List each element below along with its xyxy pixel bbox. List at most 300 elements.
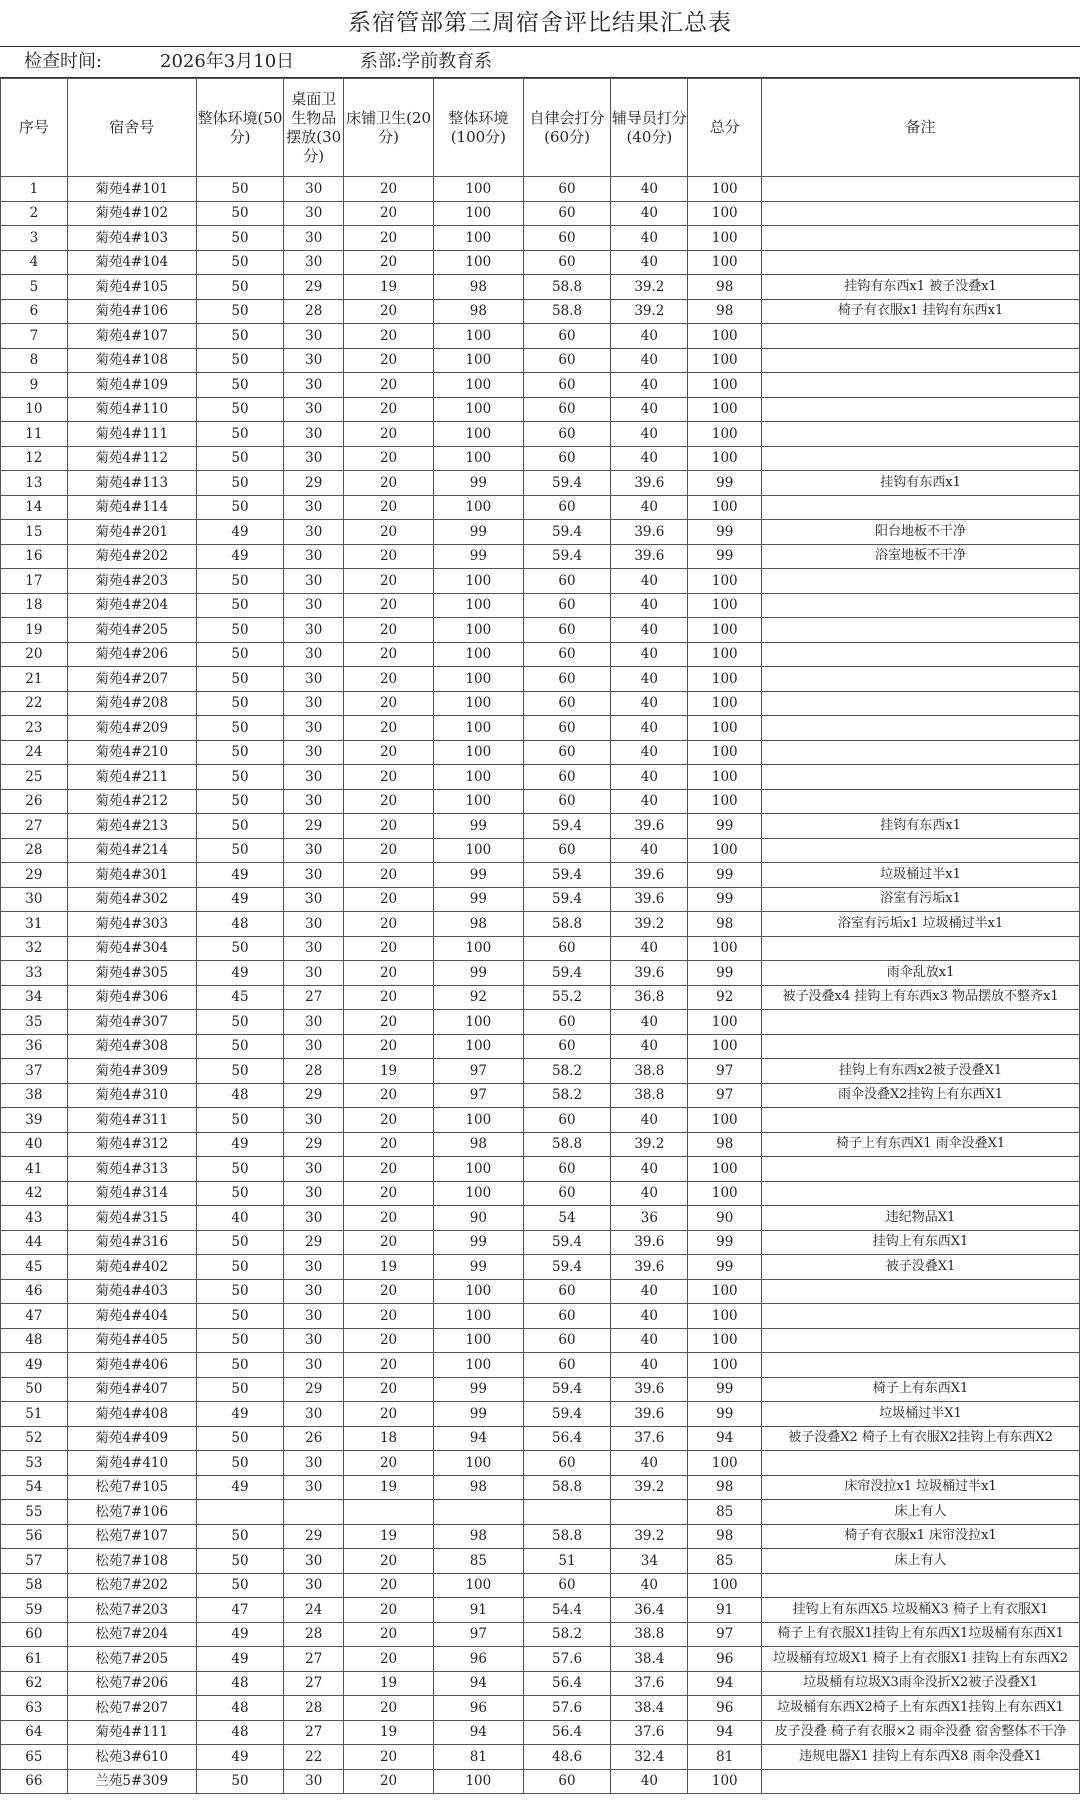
bed-hygiene-cell[interactable]: 20 <box>344 887 434 912</box>
overall-env-cell[interactable]: 50 <box>196 838 284 863</box>
dorm-number-cell[interactable]: 菊苑4#111 <box>67 422 196 447</box>
remark-cell[interactable]: 床上有人 <box>762 1500 1080 1525</box>
council-score-cell[interactable]: 59.4 <box>523 1402 611 1427</box>
row-index-cell[interactable]: 30 <box>1 887 68 912</box>
remark-cell[interactable]: 椅子有衣服x1 床帘没拉x1 <box>762 1524 1080 1549</box>
dorm-number-cell[interactable]: 菊苑4#410 <box>67 1451 196 1476</box>
dorm-number-cell[interactable]: 菊苑4#204 <box>67 593 196 618</box>
env-total-cell[interactable]: 100 <box>433 1279 523 1304</box>
counselor-score-cell[interactable]: 40 <box>611 838 688 863</box>
env-total-cell[interactable]: 99 <box>433 520 523 545</box>
council-score-cell[interactable]: 58.8 <box>523 299 611 324</box>
env-total-cell[interactable]: 100 <box>433 618 523 643</box>
bed-hygiene-cell[interactable]: 20 <box>344 1696 434 1721</box>
env-total-cell[interactable]: 97 <box>433 1083 523 1108</box>
dorm-number-cell[interactable]: 菊苑4#106 <box>67 299 196 324</box>
env-total-cell[interactable]: 100 <box>433 422 523 447</box>
council-score-cell[interactable]: 60 <box>523 838 611 863</box>
overall-env-cell[interactable]: 49 <box>196 1475 284 1500</box>
desk-hygiene-cell[interactable]: 29 <box>284 1132 344 1157</box>
env-total-cell[interactable]: 100 <box>433 201 523 226</box>
overall-env-cell[interactable]: 50 <box>196 667 284 692</box>
overall-env-cell[interactable]: 50 <box>196 716 284 741</box>
overall-env-cell[interactable]: 50 <box>196 936 284 961</box>
counselor-score-cell[interactable]: 40 <box>611 1108 688 1133</box>
desk-hygiene-cell[interactable]: 30 <box>284 1034 344 1059</box>
remark-cell[interactable]: 雨伞没叠X2挂钩上有东西X1 <box>762 1083 1080 1108</box>
remark-cell[interactable] <box>762 716 1080 741</box>
bed-hygiene-cell[interactable]: 19 <box>344 1524 434 1549</box>
council-score-cell[interactable]: 59.4 <box>523 544 611 569</box>
desk-hygiene-cell[interactable]: 30 <box>284 373 344 398</box>
total-score-cell[interactable]: 90 <box>688 1206 762 1231</box>
remark-cell[interactable] <box>762 348 1080 373</box>
table-row[interactable] <box>1 838 1080 863</box>
council-score-cell[interactable]: 60 <box>523 642 611 667</box>
counselor-score-cell[interactable]: 39.2 <box>611 1475 688 1500</box>
council-score-cell[interactable]: 60 <box>523 348 611 373</box>
remark-cell[interactable] <box>762 593 1080 618</box>
desk-hygiene-cell[interactable]: 30 <box>284 1451 344 1476</box>
desk-hygiene-cell[interactable]: 30 <box>284 1279 344 1304</box>
table-row[interactable] <box>1 324 1080 349</box>
desk-hygiene-cell[interactable]: 30 <box>284 1353 344 1378</box>
total-score-cell[interactable]: 100 <box>688 201 762 226</box>
overall-env-cell[interactable]: 48 <box>196 912 284 937</box>
table-row[interactable] <box>1 1255 1080 1280</box>
bed-hygiene-cell[interactable]: 20 <box>344 912 434 937</box>
overall-env-cell[interactable]: 50 <box>196 1426 284 1451</box>
counselor-score-cell[interactable]: 39.6 <box>611 544 688 569</box>
bed-hygiene-cell[interactable]: 20 <box>344 1206 434 1231</box>
bed-hygiene-cell[interactable]: 20 <box>344 422 434 447</box>
counselor-score-cell[interactable]: 40 <box>611 250 688 275</box>
total-score-cell[interactable]: 100 <box>688 667 762 692</box>
row-index-cell[interactable]: 32 <box>1 936 68 961</box>
total-score-cell[interactable]: 94 <box>688 1426 762 1451</box>
dorm-number-cell[interactable]: 菊苑4#311 <box>67 1108 196 1133</box>
row-index-cell[interactable]: 28 <box>1 838 68 863</box>
remark-cell[interactable] <box>762 1304 1080 1329</box>
counselor-score-cell[interactable]: 40 <box>611 765 688 790</box>
council-score-cell[interactable]: 60 <box>523 593 611 618</box>
overall-env-cell[interactable]: 50 <box>196 1328 284 1353</box>
desk-hygiene-cell[interactable]: 28 <box>284 299 344 324</box>
total-score-cell[interactable]: 99 <box>688 863 762 888</box>
council-score-cell[interactable]: 60 <box>523 618 611 643</box>
dorm-number-cell[interactable]: 菊苑4#402 <box>67 1255 196 1280</box>
remark-cell[interactable] <box>762 1451 1080 1476</box>
total-score-cell[interactable]: 100 <box>688 1328 762 1353</box>
desk-hygiene-cell[interactable]: 29 <box>284 1230 344 1255</box>
row-index-cell[interactable]: 35 <box>1 1010 68 1035</box>
env-total-cell[interactable]: 97 <box>433 1622 523 1647</box>
desk-hygiene-cell[interactable]: 30 <box>284 838 344 863</box>
overall-env-cell[interactable]: 50 <box>196 397 284 422</box>
row-index-cell[interactable]: 36 <box>1 1034 68 1059</box>
row-index-cell[interactable]: 5 <box>1 275 68 300</box>
env-total-cell[interactable]: 99 <box>433 863 523 888</box>
env-total-cell[interactable]: 100 <box>433 838 523 863</box>
overall-env-cell[interactable]: 49 <box>196 1132 284 1157</box>
row-index-cell[interactable]: 63 <box>1 1696 68 1721</box>
row-index-cell[interactable]: 15 <box>1 520 68 545</box>
env-total-cell[interactable]: 100 <box>433 642 523 667</box>
bed-hygiene-cell[interactable]: 20 <box>344 201 434 226</box>
total-score-cell[interactable]: 100 <box>688 1304 762 1329</box>
desk-hygiene-cell[interactable]: 30 <box>284 446 344 471</box>
counselor-score-cell[interactable]: 39.6 <box>611 863 688 888</box>
dorm-number-cell[interactable]: 菊苑4#101 <box>67 177 196 202</box>
column-header[interactable]: 宿舍号 <box>67 79 196 177</box>
overall-env-cell[interactable]: 50 <box>196 446 284 471</box>
table-row[interactable] <box>1 1647 1080 1672</box>
table-row[interactable] <box>1 177 1080 202</box>
table-row[interactable] <box>1 1279 1080 1304</box>
counselor-score-cell[interactable]: 40 <box>611 642 688 667</box>
total-score-cell[interactable]: 99 <box>688 520 762 545</box>
total-score-cell[interactable]: 100 <box>688 936 762 961</box>
dorm-number-cell[interactable]: 菊苑4#312 <box>67 1132 196 1157</box>
council-score-cell[interactable]: 60 <box>523 667 611 692</box>
total-score-cell[interactable]: 100 <box>688 1279 762 1304</box>
bed-hygiene-cell[interactable] <box>344 1500 434 1525</box>
table-row[interactable] <box>1 1475 1080 1500</box>
overall-env-cell[interactable]: 50 <box>196 1549 284 1574</box>
council-score-cell[interactable]: 60 <box>523 1010 611 1035</box>
remark-cell[interactable]: 阳台地板不干净 <box>762 520 1080 545</box>
row-index-cell[interactable]: 17 <box>1 569 68 594</box>
desk-hygiene-cell[interactable]: 30 <box>284 740 344 765</box>
row-index-cell[interactable]: 38 <box>1 1083 68 1108</box>
table-row[interactable] <box>1 1083 1080 1108</box>
env-total-cell[interactable]: 100 <box>433 1328 523 1353</box>
remark-cell[interactable] <box>762 201 1080 226</box>
env-total-cell[interactable]: 100 <box>433 446 523 471</box>
bed-hygiene-cell[interactable]: 20 <box>344 765 434 790</box>
dorm-number-cell[interactable]: 菊苑4#315 <box>67 1206 196 1231</box>
council-score-cell[interactable]: 60 <box>523 495 611 520</box>
desk-hygiene-cell[interactable]: 29 <box>284 471 344 496</box>
council-score-cell[interactable]: 59.4 <box>523 1230 611 1255</box>
row-index-cell[interactable]: 55 <box>1 1500 68 1525</box>
row-index-cell[interactable]: 22 <box>1 691 68 716</box>
desk-hygiene-cell[interactable]: 30 <box>284 422 344 447</box>
dorm-number-cell[interactable]: 菊苑4#111 <box>67 1720 196 1745</box>
overall-env-cell[interactable]: 49 <box>196 961 284 986</box>
dorm-number-cell[interactable]: 菊苑4#307 <box>67 1010 196 1035</box>
table-row[interactable] <box>1 1010 1080 1035</box>
desk-hygiene-cell[interactable]: 30 <box>284 520 344 545</box>
counselor-score-cell[interactable]: 39.6 <box>611 1377 688 1402</box>
total-score-cell[interactable]: 81 <box>688 1745 762 1770</box>
row-index-cell[interactable]: 12 <box>1 446 68 471</box>
overall-env-cell[interactable]: 50 <box>196 1157 284 1182</box>
remark-cell[interactable]: 违规电器X1 挂钩上有东西X8 雨伞没叠X1 <box>762 1745 1080 1770</box>
total-score-cell[interactable]: 100 <box>688 765 762 790</box>
total-score-cell[interactable]: 100 <box>688 789 762 814</box>
desk-hygiene-cell[interactable]: 30 <box>284 201 344 226</box>
counselor-score-cell[interactable]: 32.4 <box>611 1745 688 1770</box>
remark-cell[interactable]: 被子没叠X1 <box>762 1255 1080 1280</box>
total-score-cell[interactable]: 100 <box>688 348 762 373</box>
overall-env-cell[interactable]: 50 <box>196 814 284 839</box>
dorm-number-cell[interactable]: 菊苑4#302 <box>67 887 196 912</box>
total-score-cell[interactable]: 97 <box>688 1059 762 1084</box>
council-score-cell[interactable]: 58.8 <box>523 1524 611 1549</box>
overall-env-cell[interactable]: 40 <box>196 1206 284 1231</box>
desk-hygiene-cell[interactable]: 30 <box>284 691 344 716</box>
overall-env-cell[interactable]: 50 <box>196 348 284 373</box>
counselor-score-cell[interactable]: 39.6 <box>611 961 688 986</box>
bed-hygiene-cell[interactable]: 20 <box>344 1132 434 1157</box>
env-total-cell[interactable]: 100 <box>433 495 523 520</box>
counselor-score-cell[interactable]: 40 <box>611 1010 688 1035</box>
council-score-cell[interactable]: 59.4 <box>523 863 611 888</box>
council-score-cell[interactable]: 54 <box>523 1206 611 1231</box>
remark-cell[interactable]: 椅子上有衣服X1挂钩上有东西X1垃圾桶有东西X1 <box>762 1622 1080 1647</box>
table-row[interactable] <box>1 1328 1080 1353</box>
total-score-cell[interactable]: 97 <box>688 1083 762 1108</box>
env-total-cell[interactable]: 96 <box>433 1647 523 1672</box>
dorm-number-cell[interactable]: 菊苑4#313 <box>67 1157 196 1182</box>
bed-hygiene-cell[interactable]: 20 <box>344 324 434 349</box>
bed-hygiene-cell[interactable]: 20 <box>344 1328 434 1353</box>
table-row[interactable] <box>1 446 1080 471</box>
council-score-cell[interactable]: 60 <box>523 446 611 471</box>
table-row[interactable] <box>1 1451 1080 1476</box>
counselor-score-cell[interactable]: 40 <box>611 1573 688 1598</box>
bed-hygiene-cell[interactable]: 20 <box>344 1402 434 1427</box>
overall-env-cell[interactable]: 49 <box>196 544 284 569</box>
remark-cell[interactable]: 违纪物品X1 <box>762 1206 1080 1231</box>
total-score-cell[interactable]: 92 <box>688 985 762 1010</box>
council-score-cell[interactable]: 60 <box>523 1573 611 1598</box>
env-total-cell[interactable]: 85 <box>433 1549 523 1574</box>
table-row[interactable] <box>1 201 1080 226</box>
overall-env-cell[interactable]: 50 <box>196 324 284 349</box>
total-score-cell[interactable]: 94 <box>688 1671 762 1696</box>
table-row[interactable] <box>1 299 1080 324</box>
counselor-score-cell[interactable]: 40 <box>611 397 688 422</box>
desk-hygiene-cell[interactable]: 26 <box>284 1426 344 1451</box>
bed-hygiene-cell[interactable]: 20 <box>344 569 434 594</box>
table-row[interactable] <box>1 544 1080 569</box>
counselor-score-cell[interactable]: 38.8 <box>611 1083 688 1108</box>
bed-hygiene-cell[interactable]: 20 <box>344 1279 434 1304</box>
table-row[interactable] <box>1 1353 1080 1378</box>
council-score-cell[interactable]: 60 <box>523 716 611 741</box>
bed-hygiene-cell[interactable]: 20 <box>344 226 434 251</box>
row-index-cell[interactable]: 66 <box>1 1769 68 1794</box>
council-score-cell[interactable]: 58.8 <box>523 275 611 300</box>
council-score-cell[interactable]: 60 <box>523 1304 611 1329</box>
overall-env-cell[interactable]: 50 <box>196 1451 284 1476</box>
row-index-cell[interactable]: 62 <box>1 1671 68 1696</box>
remark-cell[interactable]: 床上有人 <box>762 1549 1080 1574</box>
total-score-cell[interactable]: 100 <box>688 446 762 471</box>
row-index-cell[interactable]: 10 <box>1 397 68 422</box>
overall-env-cell[interactable]: 49 <box>196 887 284 912</box>
table-row[interactable] <box>1 985 1080 1010</box>
desk-hygiene-cell[interactable]: 30 <box>284 765 344 790</box>
counselor-score-cell[interactable]: 40 <box>611 593 688 618</box>
desk-hygiene-cell[interactable]: 28 <box>284 1059 344 1084</box>
total-score-cell[interactable]: 100 <box>688 1353 762 1378</box>
total-score-cell[interactable]: 98 <box>688 912 762 937</box>
desk-hygiene-cell[interactable]: 30 <box>284 1181 344 1206</box>
bed-hygiene-cell[interactable]: 20 <box>344 1745 434 1770</box>
dorm-number-cell[interactable]: 菊苑4#109 <box>67 373 196 398</box>
counselor-score-cell[interactable]: 40 <box>611 740 688 765</box>
council-score-cell[interactable]: 48.6 <box>523 1745 611 1770</box>
env-total-cell[interactable]: 100 <box>433 1181 523 1206</box>
council-score-cell[interactable]: 59.4 <box>523 1377 611 1402</box>
bed-hygiene-cell[interactable]: 20 <box>344 1573 434 1598</box>
bed-hygiene-cell[interactable]: 20 <box>344 1181 434 1206</box>
overall-env-cell[interactable]: 50 <box>196 1573 284 1598</box>
overall-env-cell[interactable]: 50 <box>196 740 284 765</box>
env-total-cell[interactable]: 81 <box>433 1745 523 1770</box>
council-score-cell[interactable]: 60 <box>523 1181 611 1206</box>
desk-hygiene-cell[interactable]: 30 <box>284 1304 344 1329</box>
table-row[interactable] <box>1 1745 1080 1770</box>
total-score-cell[interactable]: 99 <box>688 961 762 986</box>
bed-hygiene-cell[interactable]: 19 <box>344 1059 434 1084</box>
desk-hygiene-cell[interactable] <box>284 1500 344 1525</box>
row-index-cell[interactable]: 26 <box>1 789 68 814</box>
council-score-cell[interactable]: 54.4 <box>523 1598 611 1623</box>
dorm-number-cell[interactable]: 松苑7#108 <box>67 1549 196 1574</box>
row-index-cell[interactable]: 4 <box>1 250 68 275</box>
row-index-cell[interactable]: 42 <box>1 1181 68 1206</box>
counselor-score-cell[interactable]: 39.6 <box>611 887 688 912</box>
dorm-number-cell[interactable]: 菊苑4#308 <box>67 1034 196 1059</box>
dorm-number-cell[interactable]: 菊苑4#105 <box>67 275 196 300</box>
counselor-score-cell[interactable]: 36.4 <box>611 1598 688 1623</box>
remark-cell[interactable] <box>762 1108 1080 1133</box>
bed-hygiene-cell[interactable]: 20 <box>344 177 434 202</box>
row-index-cell[interactable]: 1 <box>1 177 68 202</box>
council-score-cell[interactable]: 59.4 <box>523 520 611 545</box>
council-score-cell[interactable]: 60 <box>523 177 611 202</box>
counselor-score-cell[interactable]: 39.2 <box>611 1132 688 1157</box>
desk-hygiene-cell[interactable]: 30 <box>284 348 344 373</box>
council-score-cell[interactable]: 51 <box>523 1549 611 1574</box>
bed-hygiene-cell[interactable]: 20 <box>344 1083 434 1108</box>
overall-env-cell[interactable]: 50 <box>196 1181 284 1206</box>
counselor-score-cell[interactable]: 40 <box>611 446 688 471</box>
table-row[interactable] <box>1 789 1080 814</box>
total-score-cell[interactable]: 98 <box>688 1132 762 1157</box>
dorm-number-cell[interactable]: 菊苑4#301 <box>67 863 196 888</box>
bed-hygiene-cell[interactable]: 20 <box>344 740 434 765</box>
desk-hygiene-cell[interactable]: 30 <box>284 593 344 618</box>
bed-hygiene-cell[interactable]: 19 <box>344 1255 434 1280</box>
table-row[interactable] <box>1 1230 1080 1255</box>
table-row[interactable] <box>1 471 1080 496</box>
remark-cell[interactable]: 挂钩有东西x1 <box>762 471 1080 496</box>
env-total-cell[interactable]: 100 <box>433 1769 523 1794</box>
table-row[interactable] <box>1 1598 1080 1623</box>
total-score-cell[interactable]: 100 <box>688 691 762 716</box>
env-total-cell[interactable]: 100 <box>433 740 523 765</box>
dorm-number-cell[interactable]: 菊苑4#110 <box>67 397 196 422</box>
total-score-cell[interactable]: 99 <box>688 1255 762 1280</box>
column-header[interactable]: 自律会打分(60分) <box>523 79 611 177</box>
dorm-number-cell[interactable]: 菊苑4#201 <box>67 520 196 545</box>
env-total-cell[interactable]: 100 <box>433 765 523 790</box>
table-row[interactable] <box>1 1377 1080 1402</box>
desk-hygiene-cell[interactable]: 30 <box>284 912 344 937</box>
remark-cell[interactable]: 被子没叠x4 挂钩上有东西x3 物品摆放不整齐x1 <box>762 985 1080 1010</box>
dorm-number-cell[interactable]: 松苑7#204 <box>67 1622 196 1647</box>
row-index-cell[interactable]: 8 <box>1 348 68 373</box>
total-score-cell[interactable]: 100 <box>688 1573 762 1598</box>
remark-cell[interactable] <box>762 740 1080 765</box>
env-total-cell[interactable]: 100 <box>433 667 523 692</box>
dorm-number-cell[interactable]: 菊苑4#408 <box>67 1402 196 1427</box>
overall-env-cell[interactable]: 50 <box>196 1524 284 1549</box>
counselor-score-cell[interactable]: 39.6 <box>611 1230 688 1255</box>
bed-hygiene-cell[interactable]: 20 <box>344 446 434 471</box>
dorm-number-cell[interactable]: 菊苑4#316 <box>67 1230 196 1255</box>
row-index-cell[interactable]: 2 <box>1 201 68 226</box>
desk-hygiene-cell[interactable]: 30 <box>284 544 344 569</box>
counselor-score-cell[interactable]: 37.6 <box>611 1671 688 1696</box>
remark-cell[interactable]: 椅子有衣服x1 挂钩有东西x1 <box>762 299 1080 324</box>
table-row[interactable] <box>1 1206 1080 1231</box>
remark-cell[interactable] <box>762 397 1080 422</box>
council-score-cell[interactable]: 58.8 <box>523 1475 611 1500</box>
council-score-cell[interactable]: 59.4 <box>523 814 611 839</box>
bed-hygiene-cell[interactable]: 20 <box>344 1010 434 1035</box>
remark-cell[interactable] <box>762 373 1080 398</box>
row-index-cell[interactable]: 7 <box>1 324 68 349</box>
bed-hygiene-cell[interactable]: 20 <box>344 373 434 398</box>
env-total-cell[interactable]: 99 <box>433 1402 523 1427</box>
counselor-score-cell[interactable]: 40 <box>611 618 688 643</box>
dorm-number-cell[interactable]: 菊苑4#209 <box>67 716 196 741</box>
counselor-score-cell[interactable]: 40 <box>611 1157 688 1182</box>
total-score-cell[interactable]: 100 <box>688 177 762 202</box>
council-score-cell[interactable]: 55.2 <box>523 985 611 1010</box>
desk-hygiene-cell[interactable]: 30 <box>284 1769 344 1794</box>
desk-hygiene-cell[interactable]: 30 <box>284 667 344 692</box>
bed-hygiene-cell[interactable]: 20 <box>344 1304 434 1329</box>
counselor-score-cell[interactable]: 40 <box>611 348 688 373</box>
dorm-number-cell[interactable]: 松苑7#203 <box>67 1598 196 1623</box>
table-row[interactable] <box>1 569 1080 594</box>
table-row[interactable] <box>1 740 1080 765</box>
remark-cell[interactable] <box>762 642 1080 667</box>
remark-cell[interactable] <box>762 226 1080 251</box>
overall-env-cell[interactable]: 50 <box>196 1230 284 1255</box>
total-score-cell[interactable]: 99 <box>688 814 762 839</box>
counselor-score-cell[interactable]: 34 <box>611 1549 688 1574</box>
counselor-score-cell[interactable]: 39.6 <box>611 520 688 545</box>
remark-cell[interactable]: 椅子上有东西X1 <box>762 1377 1080 1402</box>
overall-env-cell[interactable]: 50 <box>196 1108 284 1133</box>
env-total-cell[interactable]: 100 <box>433 569 523 594</box>
overall-env-cell[interactable]: 50 <box>196 1034 284 1059</box>
bed-hygiene-cell[interactable]: 20 <box>344 789 434 814</box>
bed-hygiene-cell[interactable]: 20 <box>344 1647 434 1672</box>
bed-hygiene-cell[interactable]: 20 <box>344 961 434 986</box>
dorm-number-cell[interactable]: 菊苑4#107 <box>67 324 196 349</box>
bed-hygiene-cell[interactable]: 20 <box>344 1230 434 1255</box>
env-total-cell[interactable]: 100 <box>433 373 523 398</box>
